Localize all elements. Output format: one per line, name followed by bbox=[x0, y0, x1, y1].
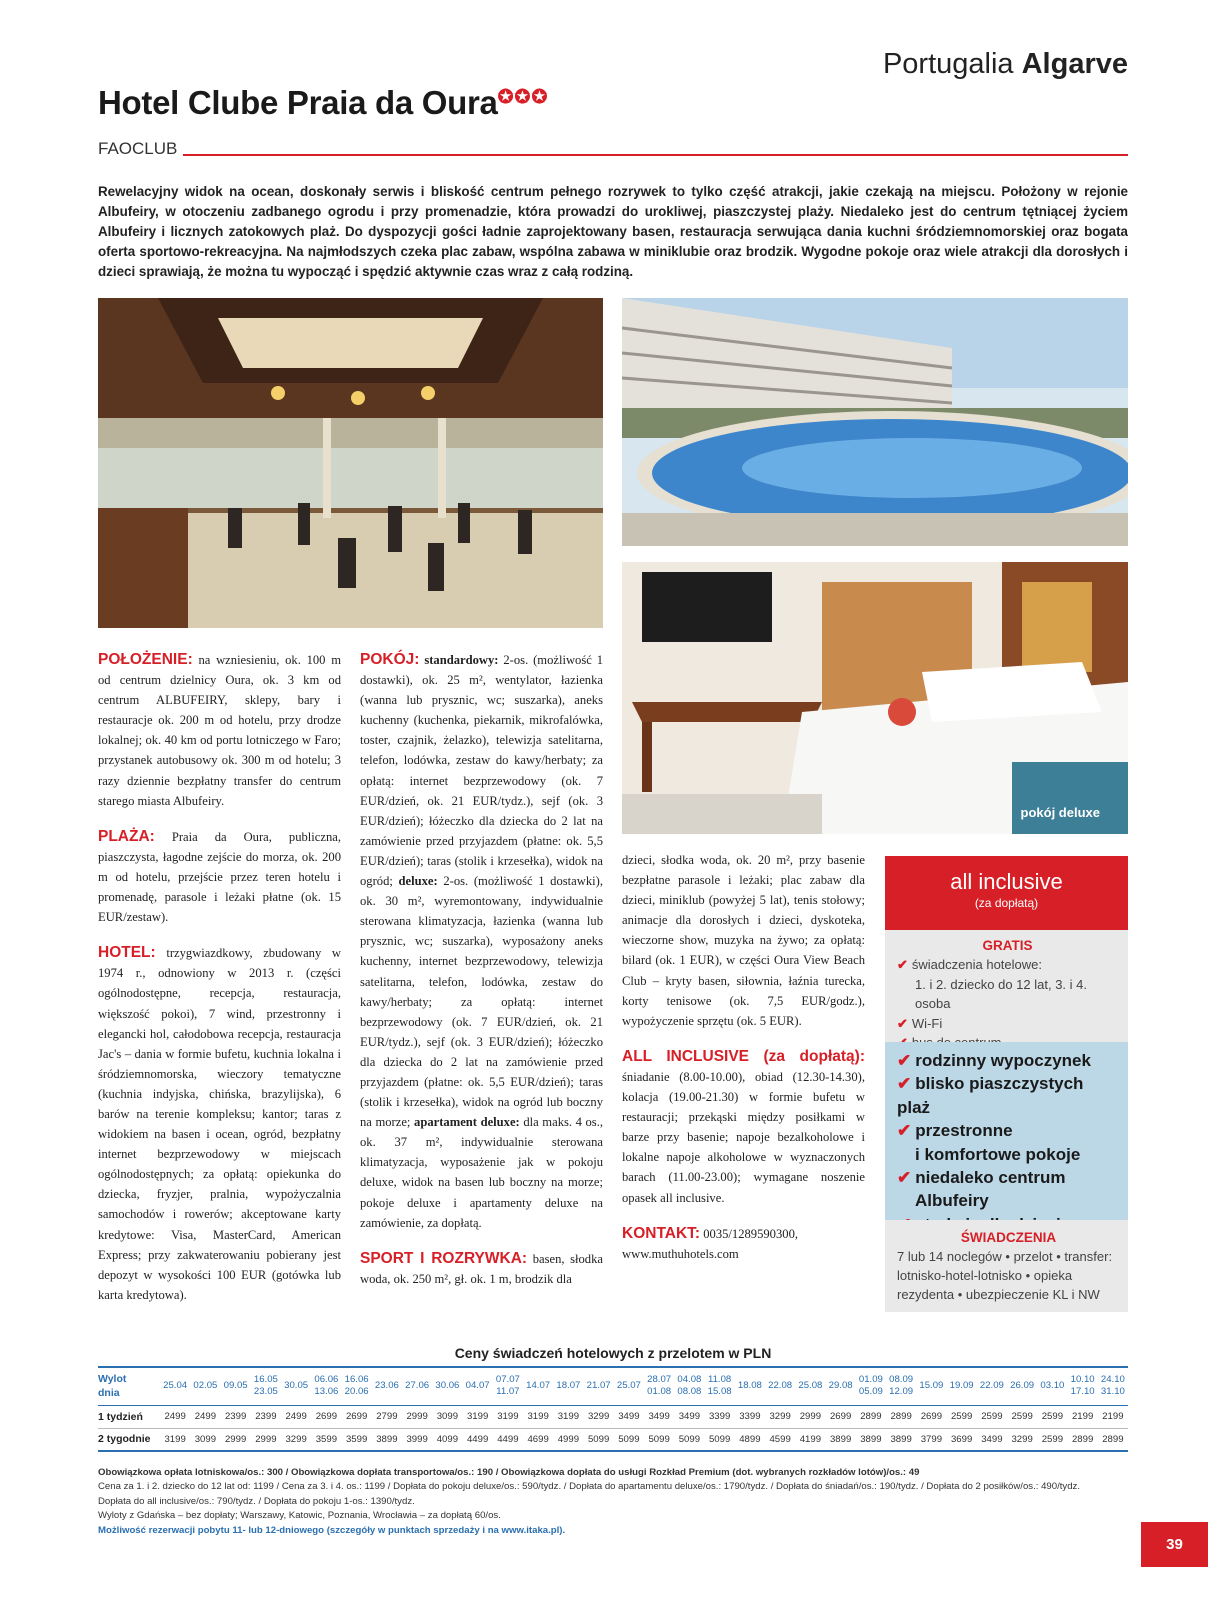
room-deluxe-label: deluxe: bbox=[398, 874, 438, 889]
departure-date-cell bbox=[523, 1367, 553, 1405]
price-cell-2-weeks: 3299 bbox=[281, 1428, 311, 1451]
price-cell-2-weeks: 2899 bbox=[1068, 1428, 1098, 1451]
price-cell-2-weeks: 2999 bbox=[251, 1428, 281, 1451]
departure-date-cell bbox=[221, 1367, 251, 1405]
departure-date: 22.08 bbox=[768, 1380, 793, 1392]
price-cell-2-weeks: 5099 bbox=[584, 1428, 614, 1451]
all-inclusive-banner bbox=[885, 856, 1128, 930]
pool-photo bbox=[622, 298, 1128, 546]
departure-date-alt: 11.07 bbox=[496, 1386, 520, 1398]
departure-date: 08.09 bbox=[889, 1374, 914, 1386]
feature-continuation: i komfortowe pokoje bbox=[915, 1144, 1081, 1164]
departure-date: 28.07 bbox=[647, 1374, 672, 1386]
departure-date: 25.08 bbox=[798, 1380, 823, 1392]
departure-date-cell bbox=[311, 1367, 341, 1405]
apartment-deluxe-label: apartament deluxe: bbox=[414, 1115, 520, 1130]
column-3 bbox=[622, 850, 865, 1264]
price-cell-2-weeks: 4999 bbox=[553, 1428, 583, 1451]
gratis-item-label: świadczenia hotelowe: bbox=[911, 957, 1042, 972]
departure-date-cell bbox=[281, 1367, 311, 1405]
price-notes bbox=[98, 1466, 1128, 1538]
apartment-deluxe-text: dla maks. 4 os., ok. 37 m², indywidualnie sterowana klimatyzacja, wyposażenie jak w pokoju deluxe, widok na basen lub boczny na morze; pokoje deluxe i apartamenty deluxe na zamówienie, za dopłatą. bbox=[360, 1115, 603, 1230]
all-inclusive-banner-title: all inclusive bbox=[950, 869, 1063, 894]
room-standard-label: standardowy: bbox=[424, 653, 499, 667]
price-cell-2-weeks: 2599 bbox=[1037, 1428, 1067, 1451]
location-text: na wzniesieniu, ok. 100 m od centrum dzielnicy Oura, ok. 3 km od centrum ALBUFEIRY, sklepy, bary i restauracje ok. 200 m od hotelu, przy drodze lokalnej; ok. 40 km od portu lotniczego w Faro; przystanek autobusowy ok. 300 m od hotelu; 3 razy dziennie bezpłatny transfer do centrum starego miasta Albufeiry. bbox=[98, 653, 341, 808]
departure-label bbox=[98, 1367, 160, 1405]
price-cell-1-week: 3499 bbox=[614, 1405, 644, 1428]
departure-label-line2: dnia bbox=[98, 1387, 120, 1400]
note-surcharges-2: Dopłata do all inclusive/os.: 790/tydz. / Dopłata do pokoju 1-os.: 1390/tydz. bbox=[98, 1495, 415, 1507]
room-deluxe-text: 2-os. (możliwość 1 dostawki), ok. 30 m², wyremontowany, indywidualnie sterowana klimatyzacja, łazienka (wanna lub prysznic, wc; suszarka), wyposażony aneks kuchenny, internet bezprzewodowy, telewizja satelitarna, telefon, lodówka, zestaw do kawy/herbaty; za opłatą: internet bezprzewodowy (ok. 7 EUR/dzień, ok. 21 EUR/tydz.), sejf (ok. 3 EUR/dzień); łóżeczko dla dziecka do 2 lat na zamówienie przed przyjazdem (płatne: ok. 5,5 EUR/dzień); taras (stolik i krzesełka), widok na ogród lub boczny na morze; bbox=[360, 874, 603, 1130]
departure-date: 07.07 bbox=[495, 1374, 520, 1386]
departure-date-cell bbox=[947, 1367, 977, 1405]
feature-continuation: Albufeiry bbox=[915, 1191, 989, 1211]
departure-date-cell bbox=[826, 1367, 856, 1405]
departure-date: 18.08 bbox=[737, 1380, 762, 1392]
feature-label: niedaleko centrum bbox=[915, 1168, 1066, 1188]
contact-phone: 0035/1289590300, bbox=[703, 1226, 799, 1241]
departure-date: 21.07 bbox=[586, 1380, 611, 1392]
price-cell-1-week: 2999 bbox=[795, 1405, 825, 1428]
price-cell-1-week: 2599 bbox=[1037, 1405, 1067, 1428]
price-cell-1-week: 2699 bbox=[342, 1405, 372, 1428]
price-cell-1-week: 2899 bbox=[886, 1405, 916, 1428]
country-name: Portugalia bbox=[882, 48, 1014, 80]
departure-date-cell bbox=[674, 1367, 704, 1405]
room-paragraph bbox=[360, 650, 603, 1233]
departure-date-cell bbox=[705, 1367, 735, 1405]
price-cell-2-weeks: 2899 bbox=[1098, 1428, 1128, 1451]
note-departures: Wyloty z Gdańska – bez dopłaty; Warszawy, Katowic, Poznania, Wrocławia – za dopłatą 60/os. bbox=[98, 1510, 501, 1522]
departure-date: 29.08 bbox=[828, 1380, 853, 1392]
sport-paragraph bbox=[360, 1249, 603, 1289]
departure-date: 11.08 bbox=[707, 1374, 732, 1386]
price-cell-2-weeks: 3899 bbox=[856, 1428, 886, 1451]
check-icon: ✔ bbox=[897, 1168, 912, 1188]
feature-item bbox=[897, 1049, 1118, 1072]
departure-date-cell bbox=[735, 1367, 765, 1405]
price-cell-2-weeks: 4599 bbox=[765, 1428, 795, 1451]
departure-date-cell bbox=[1068, 1367, 1098, 1405]
gratis-item-label: Wi-Fi bbox=[911, 1015, 943, 1031]
departure-date: 04.08 bbox=[677, 1374, 702, 1386]
hotel-code: FAOCLUB bbox=[98, 139, 178, 158]
departure-date-cell bbox=[342, 1367, 372, 1405]
region-heading bbox=[883, 48, 1128, 81]
star-rating: ✪✪✪ bbox=[497, 87, 549, 108]
departure-date: 06.06 bbox=[314, 1374, 339, 1386]
price-cell-1-week: 2199 bbox=[1098, 1405, 1128, 1428]
feature-item bbox=[897, 1072, 1118, 1119]
departure-date: 23.06 bbox=[374, 1380, 399, 1392]
departure-date: 19.09 bbox=[949, 1380, 974, 1392]
two-weeks-prices-row bbox=[98, 1428, 1128, 1451]
room-heading: POKÓJ: bbox=[360, 651, 420, 668]
departure-date: 25.04 bbox=[163, 1380, 188, 1392]
price-cell-1-week: 3399 bbox=[735, 1405, 765, 1428]
departure-date-cell bbox=[1007, 1367, 1037, 1405]
price-cell-2-weeks: 4699 bbox=[523, 1428, 553, 1451]
price-cell-2-weeks: 3599 bbox=[342, 1428, 372, 1451]
departure-date-alt: 17.10 bbox=[1070, 1386, 1095, 1398]
price-cell-1-week: 3299 bbox=[584, 1405, 614, 1428]
one-week-prices-row bbox=[98, 1405, 1128, 1428]
location-paragraph bbox=[98, 650, 341, 811]
departure-date-alt: 20.06 bbox=[344, 1386, 369, 1398]
departure-date-cell bbox=[977, 1367, 1007, 1405]
price-cell-1-week: 2499 bbox=[281, 1405, 311, 1428]
price-cell-1-week: 3199 bbox=[523, 1405, 553, 1428]
price-cell-1-week: 2499 bbox=[160, 1405, 190, 1428]
hotel-name: Hotel Clube Praia da Oura bbox=[98, 84, 498, 121]
price-cell-1-week: 2399 bbox=[221, 1405, 251, 1428]
price-cell-1-week: 2699 bbox=[311, 1405, 341, 1428]
departure-date: 22.09 bbox=[979, 1380, 1004, 1392]
departure-date-cell bbox=[795, 1367, 825, 1405]
price-cell-2-weeks: 3099 bbox=[190, 1428, 220, 1451]
gratis-item-detail: 1. i 2. dziecko do 12 lat, 3. i 4. osoba bbox=[915, 976, 1087, 1011]
contact-paragraph bbox=[622, 1224, 865, 1264]
price-cell-1-week: 2599 bbox=[1007, 1405, 1037, 1428]
contact-website: www.muthuhotels.com bbox=[622, 1246, 739, 1261]
price-cell-2-weeks: 3699 bbox=[947, 1428, 977, 1451]
room-standard-text: 2-os. (możliwość 1 dostawki), ok. 25 m², wentylator, łazienka (wanna lub prysznic, wc; suszarka), aneks kuchenny (kuchenka, piekarnik, mikrofalówka, toster, czajnik, żelazko), telewizja satelitarna, telefon, lodówka, zestaw do kawy/herbaty; za opłatą: internet bezprzewodowy (ok. 7 EUR/dzień, ok. 21 EUR/tydz.), sejf (ok. 3 EUR/dzień); łóżeczko dla dziecka do 2 lat na zamówienie przed przyjazdem (płatne: ok. 5,5 EUR/dzień); taras (stolik i krzesełka), widok na ogród; bbox=[360, 653, 603, 889]
price-cell-1-week: 2699 bbox=[826, 1405, 856, 1428]
room-photo bbox=[622, 562, 1128, 834]
intro-paragraph: Rewelacyjny widok na ocean, doskonały serwis i bliskość centrum pełnego rozrywek to tylko część atrakcji, jakie czekają na miejscu. Położony w rejonie Albufeiry, w otoczeniu zadbanego ogrodu i przy promenadzie, która prowadzi do urokliwej, piaszczystej plaży. Niedaleko jest do centrum tętniącej życiem Albufeiry i licznych zatokowych plaż. Do dyspozycji gości ładnie zaprojektowany basen, restauracja serwująca dania kuchni śródziemnomorskiej oraz bogata oferta sportowo-rekreacyjna. Na najmłodszych czeka plac zabaw, wspólna zabawa w miniklubie oraz brodzik. Wygodne pokoje oraz wiele atrakcji dla dorosłych i dzieci sprawiają, że można tu wypocząć i spędzić aktywnie czas wraz z całą rodziną. bbox=[98, 184, 1128, 279]
included-services-text: 7 lub 14 noclegów • przelot • transfer: lotnisko-hotel-lotnisko • opieka rezydenta • ubezpieczenie KL i NW bbox=[897, 1249, 1113, 1302]
price-cell-2-weeks: 5099 bbox=[614, 1428, 644, 1451]
price-cell-1-week: 3199 bbox=[553, 1405, 583, 1428]
note-fees: Obowiązkowa opłata lotniskowa/os.: 300 / Obowiązkowa dopłata transportowa/os.: 190 / Obowiązkowa dopłata do usługi Rozkład Premium (dot. wybranych rozkładów lotów)/os.: 49 bbox=[98, 1467, 920, 1478]
price-cell-2-weeks: 3899 bbox=[886, 1428, 916, 1451]
gratis-item bbox=[897, 1014, 1118, 1034]
departure-date: 16.06 bbox=[344, 1374, 369, 1386]
departure-date-alt: 08.08 bbox=[677, 1386, 702, 1398]
departure-date-cell bbox=[372, 1367, 402, 1405]
features-box bbox=[885, 1042, 1128, 1220]
departure-date: 26.09 bbox=[1010, 1380, 1035, 1392]
two-weeks-label: 2 tygodnie bbox=[98, 1428, 160, 1451]
departure-date: 24.10 bbox=[1100, 1374, 1125, 1386]
gratis-box bbox=[885, 930, 1128, 1042]
departure-date-alt: 01.08 bbox=[647, 1386, 672, 1398]
departure-date-cell bbox=[160, 1367, 190, 1405]
beach-paragraph bbox=[98, 827, 341, 927]
price-cell-2-weeks: 2999 bbox=[221, 1428, 251, 1451]
feature-label: blisko piaszczystych plaż bbox=[897, 1074, 1084, 1117]
feature-item bbox=[897, 1166, 1118, 1189]
price-cell-2-weeks: 3899 bbox=[372, 1428, 402, 1451]
restaurant-photo bbox=[98, 298, 603, 628]
departure-date-cell bbox=[402, 1367, 432, 1405]
price-cell-2-weeks: 3899 bbox=[826, 1428, 856, 1451]
price-cell-2-weeks: 5099 bbox=[644, 1428, 674, 1451]
price-cell-1-week: 3299 bbox=[765, 1405, 795, 1428]
departure-date-alt: 13.06 bbox=[314, 1386, 339, 1398]
departure-date-cell bbox=[553, 1367, 583, 1405]
price-cell-1-week: 2799 bbox=[372, 1405, 402, 1428]
departure-date: 01.09 bbox=[858, 1374, 883, 1386]
departure-date: 16.05 bbox=[253, 1374, 278, 1386]
location-heading: POŁOŻENIE: bbox=[98, 651, 193, 668]
departure-date: 14.07 bbox=[526, 1380, 551, 1392]
contact-heading: KONTAKT: bbox=[622, 1224, 701, 1242]
beach-text: Praia da Oura, publiczna, piaszczysta, łagodne zejście do morza, ok. 200 m od hotelu, przejście przez teren hotelu i promenadę, parasole i leżaki płatne (ok. 15 EUR/zestaw). bbox=[98, 829, 341, 925]
price-cell-2-weeks: 4499 bbox=[493, 1428, 523, 1451]
all-inclusive-banner-subtitle: (za dopłatą) bbox=[974, 896, 1039, 910]
hotel-text: trzygwiazdkowy, zbudowany w 1974 r., odnowiony w 2013 r. (części ogólnodostępne, recepcja, restauracja, większość pokoi), 7 wind, przestronny i elegancki hol, całodobowa recepcja, restauracja Jac's – dania w formie bufetu, kuchnia lokalna i śródziemnomorska, wieczory tematyczne (kuchnia indyjska, chińska, brazylijska), 6 barów na terenie kompleksu; kantor; taras z widokiem na basen i ocean, ogród, bezpłatny internet bezprzewodowy w miejscach ogólnodostępnych; za opłatą: opiekunka do dziecka, fryzjer, pralnia, wypożyczalnia samochodów i rowerów; akceptowane karty kredytowe: Visa, MasterCard, American Express; przy zakwaterowaniu pobierany jest depozyt w wysokości 100 EUR (gotówka lub karta kredytowa). bbox=[98, 946, 341, 1302]
hotel-paragraph bbox=[98, 943, 341, 1305]
departure-date-cell bbox=[886, 1367, 916, 1405]
sport-continuation: dzieci, słodka woda, ok. 20 m², przy basenie bezpłatne parasole i leżaki; plac zabaw dla dzieci, miniklub (powyżej 5 lat), tenis stołowy; animacje dla dorosłych i dzieci, dyskoteka, wieczorne show, muzyka na żywo; za opłatą: bilard (ok. 1 EUR), w części Oura View Beach Club – kryty basen, siłownia, łaźnia turecka, korty tenisowe (ok. 7,5 EUR/godz.), wypożyczenie sprzętu (ok. 5 EUR). bbox=[622, 853, 865, 1028]
departure-date-cell bbox=[614, 1367, 644, 1405]
departure-date-alt: 12.09 bbox=[889, 1386, 914, 1398]
feature-label: rodzinny wypoczynek bbox=[915, 1051, 1091, 1070]
page-number: 39 bbox=[1141, 1522, 1208, 1567]
departure-date-cell bbox=[584, 1367, 614, 1405]
departure-date-cell bbox=[493, 1367, 523, 1405]
price-cell-2-weeks: 4099 bbox=[432, 1428, 462, 1451]
departure-date-cell bbox=[916, 1367, 946, 1405]
column-2 bbox=[360, 650, 603, 1289]
departure-date: 30.05 bbox=[284, 1380, 309, 1392]
price-cell-2-weeks: 4899 bbox=[735, 1428, 765, 1451]
included-services-heading: ŚWIADCZENIA bbox=[960, 1230, 1057, 1245]
departure-date-cell bbox=[765, 1367, 795, 1405]
price-cell-1-week: 2399 bbox=[251, 1405, 281, 1428]
departure-date-alt: 23.05 bbox=[253, 1386, 278, 1398]
departure-date: 25.07 bbox=[616, 1380, 641, 1392]
departure-label-line1: Wylot bbox=[98, 1373, 127, 1386]
price-cell-1-week: 2499 bbox=[190, 1405, 220, 1428]
sport-heading: SPORT I ROZRYWKA: bbox=[360, 1249, 528, 1267]
price-cell-1-week: 2899 bbox=[856, 1405, 886, 1428]
departure-date: 15.09 bbox=[919, 1380, 944, 1392]
price-cell-1-week: 3199 bbox=[493, 1405, 523, 1428]
beach-heading: PLAŻA: bbox=[98, 827, 155, 845]
gratis-heading: GRATIS bbox=[982, 938, 1033, 953]
price-cell-2-weeks: 3999 bbox=[402, 1428, 432, 1451]
departure-date: 03.10 bbox=[1040, 1380, 1065, 1392]
price-cell-2-weeks: 3599 bbox=[311, 1428, 341, 1451]
check-icon: ✔ bbox=[897, 1015, 908, 1031]
departure-date: 04.07 bbox=[465, 1380, 490, 1392]
departure-date: 18.07 bbox=[556, 1380, 581, 1392]
departure-date: 09.05 bbox=[223, 1380, 248, 1392]
departure-date-cell bbox=[856, 1367, 886, 1405]
departure-date-alt: 15.08 bbox=[707, 1386, 732, 1398]
all-inclusive-text: śniadanie (8.00-10.00), obiad (12.30-14.30), kolacja (19.00-21.30) w formie bufetu w restauracji; przekąski między posiłkami w barze przy basenie; napoje bezalkoholowe i lokalne napoje alkoholowe w wyznaczonych barach (11.00-23.00); wymagane noszenie opasek all inclusive. bbox=[622, 1069, 865, 1205]
price-table-title: Ceny świadczeń hotelowych z przelotem w PLN bbox=[454, 1345, 772, 1361]
note-booking-link: Możliwość rezerwacji pobytu 11- lub 12-dniowego (szczegóły w punktach sprzedaży i na www.itaka.pl). bbox=[98, 1524, 566, 1536]
price-cell-1-week: 3499 bbox=[644, 1405, 674, 1428]
sport-text-start: basen, słodka woda, ok. 250 m², gł. ok. 1 m, brodzik dla bbox=[360, 1251, 603, 1286]
price-cell-1-week: 3199 bbox=[463, 1405, 493, 1428]
gratis-item bbox=[897, 955, 1118, 975]
all-inclusive-heading: ALL INCLUSIVE (za dopłatą): bbox=[622, 1047, 865, 1065]
all-inclusive-paragraph bbox=[622, 1047, 865, 1208]
departure-date-cell bbox=[1098, 1367, 1128, 1405]
price-table bbox=[98, 1366, 1128, 1452]
price-cell-2-weeks: 5099 bbox=[705, 1428, 735, 1451]
feature-label: przestronne bbox=[915, 1121, 1013, 1141]
one-week-label: 1 tydzień bbox=[98, 1405, 160, 1428]
price-cell-2-weeks: 3499 bbox=[977, 1428, 1007, 1451]
departure-date: 10.10 bbox=[1070, 1374, 1095, 1386]
price-cell-1-week: 3399 bbox=[705, 1405, 735, 1428]
price-cell-2-weeks: 4499 bbox=[463, 1428, 493, 1451]
price-cell-1-week: 3099 bbox=[432, 1405, 462, 1428]
departure-dates-row bbox=[98, 1367, 1128, 1405]
price-cell-2-weeks: 3299 bbox=[1007, 1428, 1037, 1451]
price-cell-1-week: 2199 bbox=[1068, 1405, 1098, 1428]
departure-date: 30.06 bbox=[435, 1380, 460, 1392]
price-cell-1-week: 2699 bbox=[916, 1405, 946, 1428]
check-icon: ✔ bbox=[897, 1121, 912, 1141]
price-cell-1-week: 2599 bbox=[947, 1405, 977, 1428]
price-cell-1-week: 2999 bbox=[402, 1405, 432, 1428]
region-name: Algarve bbox=[1021, 48, 1128, 80]
price-cell-2-weeks: 3799 bbox=[916, 1428, 946, 1451]
departure-date-cell bbox=[432, 1367, 462, 1405]
check-icon: ✔ bbox=[897, 957, 908, 972]
price-cell-2-weeks: 5099 bbox=[674, 1428, 704, 1451]
departure-date-cell bbox=[190, 1367, 220, 1405]
hotel-title bbox=[98, 84, 548, 122]
room-photo-caption: pokój deluxe bbox=[1020, 805, 1100, 820]
departure-date: 02.05 bbox=[193, 1380, 218, 1392]
price-cell-2-weeks: 3199 bbox=[160, 1428, 190, 1451]
departure-date-cell bbox=[644, 1367, 674, 1405]
departure-date-cell bbox=[463, 1367, 493, 1405]
departure-date-cell bbox=[1037, 1367, 1067, 1405]
departure-date-alt: 05.09 bbox=[858, 1386, 883, 1398]
departure-date-cell bbox=[251, 1367, 281, 1405]
check-icon: ✔ bbox=[897, 1051, 912, 1070]
departure-date-alt: 31.10 bbox=[1100, 1386, 1125, 1398]
departure-date: 27.06 bbox=[405, 1380, 430, 1392]
included-services-box bbox=[885, 1220, 1128, 1312]
hotel-heading: HOTEL: bbox=[98, 944, 156, 962]
title-divider bbox=[183, 154, 1128, 156]
note-surcharges: Cena za 1. i 2. dziecko do 12 lat od: 1199 / Cena za 3. i 4. os.: 1199 / Dopłata do pokoju deluxe/os.: 590/tydz. / Dopłata do apartamentu deluxe/os.: 1790/tydz. / Dopłata do śniadań/os.: 190/tydz. / Dopłata do 2 posiłków/os.: 490/tydz. bbox=[98, 1481, 1081, 1493]
column-1 bbox=[98, 650, 341, 1305]
price-cell-2-weeks: 4199 bbox=[795, 1428, 825, 1451]
price-cell-1-week: 3499 bbox=[674, 1405, 704, 1428]
feature-item bbox=[897, 1119, 1118, 1142]
price-cell-1-week: 2599 bbox=[977, 1405, 1007, 1428]
check-icon: ✔ bbox=[897, 1074, 912, 1094]
